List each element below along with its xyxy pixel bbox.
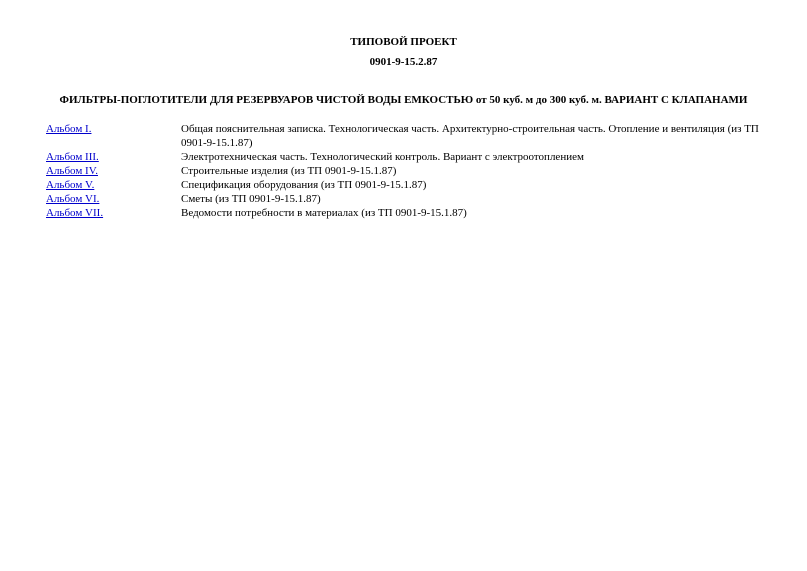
album-description: Спецификация оборудования (из ТП 0901-9-15.1.87) — [181, 179, 427, 191]
album-link[interactable]: Альбом IV. — [46, 165, 98, 177]
album-link[interactable]: Альбом I. — [46, 123, 92, 135]
album-description: Ведомости потребности в материалах (из ТП 0901-9-15.1.87) — [181, 207, 467, 219]
project-title-heading: ФИЛЬТРЫ-ПОГЛОТИТЕЛИ ДЛЯ РЕЗЕРВУАРОВ ЧИСТОЙ ВОДЫ ЕМКОСТЬЮ от 50 куб. м до 300 куб. м. ВАРИАНТ С КЛАПАНАМИ — [59, 94, 748, 106]
album-description: Общая пояснительная записка. Технологическая часть. Архитектурно-строительная часть. Отопление и вентиляция (из ТП 0901-9-15.1.87) — [181, 123, 759, 149]
album-link[interactable]: Альбом VI. — [46, 193, 100, 205]
album-row — [46, 206, 771, 220]
album-row — [46, 192, 771, 206]
album-link[interactable]: Альбом V. — [46, 179, 95, 191]
album-link[interactable]: Альбом III. — [46, 151, 99, 163]
album-row — [46, 164, 771, 178]
album-description: Электротехническая часть. Технологический контроль. Вариант с электроотоплением — [181, 151, 584, 163]
album-row — [46, 178, 771, 192]
project-type-heading: ТИПОВОЙ ПРОЕКТ — [350, 36, 457, 48]
album-description: Строительные изделия (из ТП 0901-9-15.1.87) — [181, 165, 397, 177]
album-list — [46, 122, 771, 220]
album-row — [46, 122, 771, 150]
album-link[interactable]: Альбом VII. — [46, 207, 104, 219]
album-row — [46, 150, 771, 164]
project-code-heading: 0901-9-15.2.87 — [369, 56, 438, 68]
album-description: Сметы (из ТП 0901-9-15.1.87) — [181, 193, 321, 205]
